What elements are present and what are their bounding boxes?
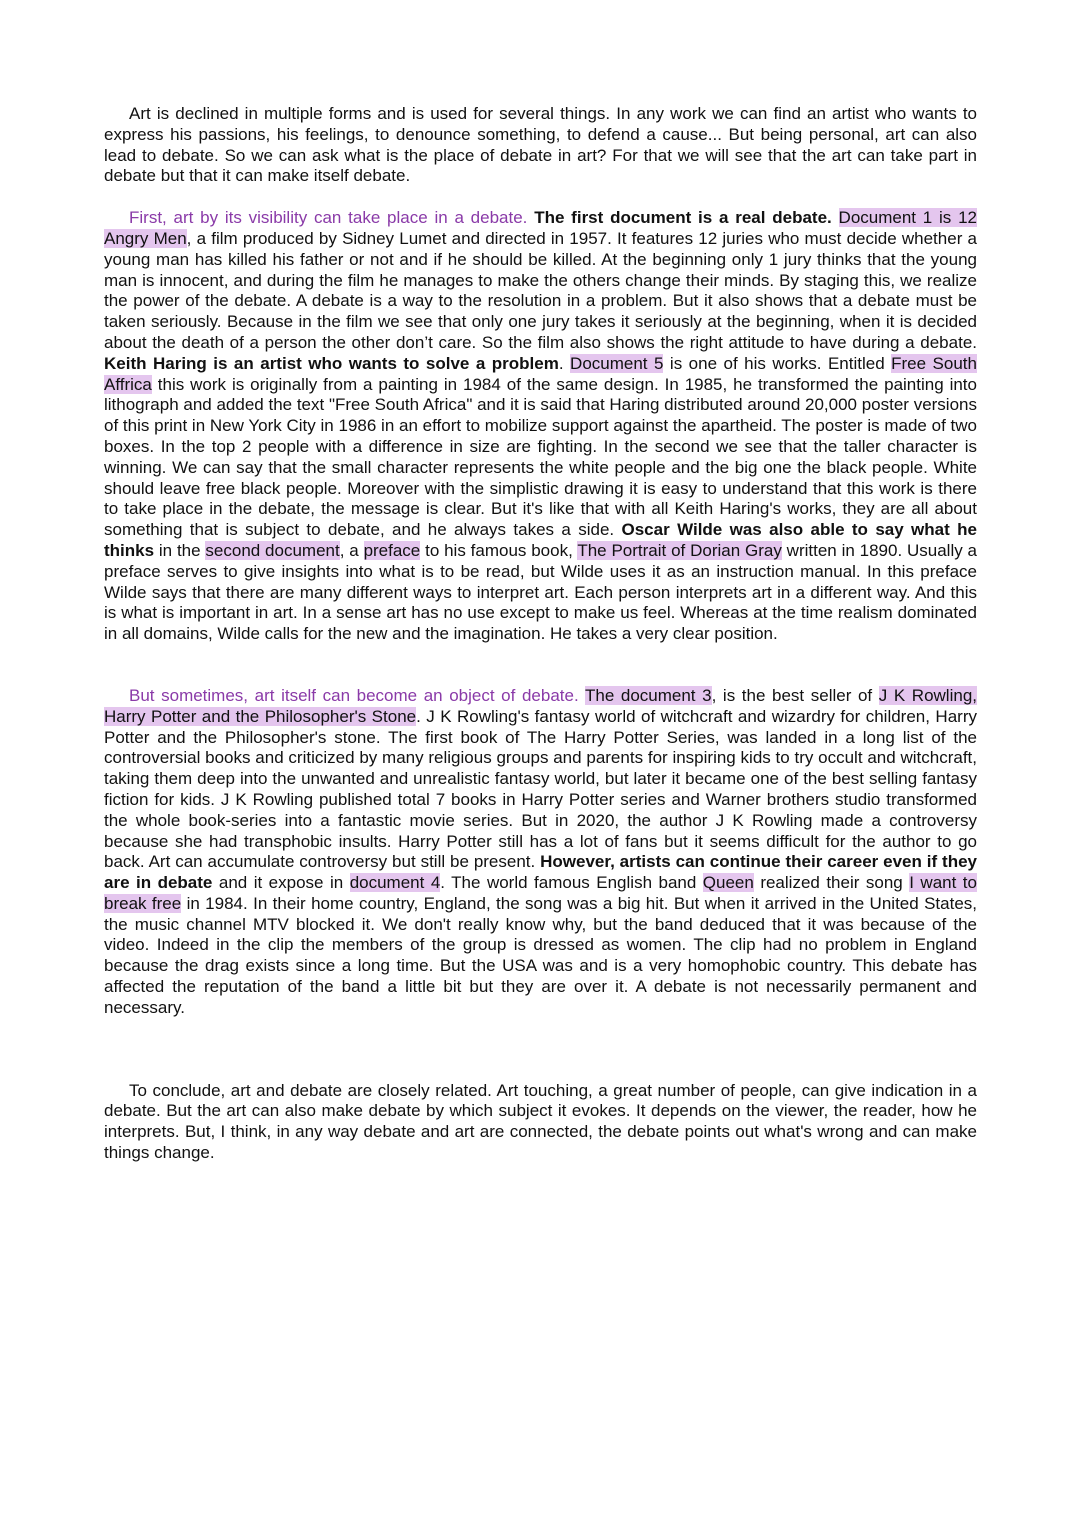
highlighted-reference: Free South Affrica <box>104 353 977 394</box>
text-run: , is the best seller of <box>711 685 879 705</box>
text-run: . J K Rowling's fantasy world of witchcraft and wizardry for children, Harry Potter and the Philosopher's stone. The first book of The Harry Potter Series, was landed in a long list of the controversial books and criticized by many religious groups and parents for inspiring kids to try occult and witchcraft, taking them deep into the unwanted and unrealistic fantasy world, but later it became one of the best selling fantasy fiction for kids. J K Rowling published total 7 books in Harry Potter series and Warner brothers studio transformed the whole book-series into a fantastic movie series. But in 2020, the author J K Rowling made a controversy because she had transphobic insults. Harry Potter still has a lot of fans but it seems difficult for the author to go back. Art can accumulate controversy but still be present. <box>104 706 977 872</box>
text-run: , a film produced by Sidney Lumet and directed in 1957. It features 12 juries who must decide whether a young man has killed his father or not and if he should be killed. At the beginning only 1 jury thinks that the young man is innocent, and during the film he manages to make the others change their minds. By staging this, we realize the power of the debate. A debate is a way to the resolution in a problem. But it also shows that a debate must be taken seriously. Because in the film we see that only one jury takes it seriously at the beginning, when it is decided about the death of a person the other don’t care. So the film also shows the right attitude to have during a debate. <box>104 228 977 352</box>
intro-paragraph <box>104 104 977 187</box>
text-run: this work is originally from a painting in 1984 of the same design. In 1985, he transformed the painting into lithograph and added the text "Free South Africa" and it is said that Haring distributed around 20,000 poster versions of this print in New York City in 1986 in an effort to mobilize support against the apartheid. The poster is made of two boxes. In the top 2 people with a difference in size are fighting. In the second we see that the taller character is winning. We can say that the small character represents the white people and the big one the black people. White should leave free black people. Moreover with the simplistic drawing it is easy to understand that this work is there to take place in the debate, the message is clear. But it's like that with all Keith Haring's works, they are all about something that is subject to debate, and he always takes a side. <box>104 374 977 540</box>
text-run: written in 1890. Usually a preface serves to give insights into what is to be read, but Wilde uses it as an instruction manual. In this preface Wilde says that there are many different ways to interpret art. Each person interprets art in a different way. And this is what is important in art. In a sense art has no use except to make us feel. Whereas at the time realism dominated in all domains, Wilde calls for the new and the imagination. He takes a very clear position. <box>104 540 978 644</box>
text-run: to his famous book, <box>420 540 578 560</box>
part-one-paragraph <box>104 208 977 645</box>
highlighted-reference: preface <box>363 540 421 560</box>
conclusion-paragraph <box>104 1081 977 1164</box>
essay-page <box>104 104 977 1164</box>
bold-phrase: Oscar Wilde was also able to say what he thinks <box>104 520 977 560</box>
text-run: . The world famous English band <box>440 873 703 893</box>
topic-sentence: But sometimes, art itself can become an object of debate. <box>129 685 579 705</box>
part-two-paragraph <box>104 686 977 1019</box>
highlighted-reference: I want to break free <box>104 873 977 913</box>
highlighted-reference: Document 1 is 12 Angry Men <box>104 208 977 248</box>
highlighted-reference: Queen <box>702 873 754 893</box>
text-run: . <box>558 353 571 373</box>
text-run: To conclude, art and debate are closely related. Art touching, a great number of people, can give indication in a debate. But the art can also make debate by which subject it evokes. It depends on the viewer, the reader, how he interprets. But, I think, in any way debate and art are connected, the debate points out what's wrong and can make things change. <box>104 1080 977 1163</box>
text-run <box>832 208 839 227</box>
highlighted-reference: The document 3 <box>584 685 712 705</box>
text-run: realized their song <box>753 873 910 893</box>
highlighted-reference: The Portrait of Dorian Gray <box>577 540 782 560</box>
text-run: and it expose in <box>212 873 350 893</box>
highlighted-reference: document 4 <box>349 873 441 893</box>
bold-phrase: The first document is a real debate. <box>534 208 832 228</box>
text-run: in 1984. In their home country, England, the song was a big hit. But when it arrived in the United States, the music channel MTV blocked it. We don't really know why, but the band deduced that it was because of the video. Indeed in the clip the members of the group is dressed as women. The clip had no problem in England because the drag exists since a long time. But the USA was and is a very homophobic country. This debate has affected the reputation of the band a little bit but they are over it. A debate is not necessarily permanent and necessary. <box>104 893 977 1017</box>
highlighted-reference: second document <box>205 540 340 560</box>
highlighted-reference: Document 5 <box>570 353 664 373</box>
text-run: , a <box>339 540 364 560</box>
bold-phrase: Keith Haring is an artist who wants to solve a problem <box>104 353 559 373</box>
highlighted-reference: J K Rowling, Harry Potter and the Philosopher's Stone <box>104 685 977 726</box>
text-run: is one of his works. Entitled <box>663 353 892 373</box>
bold-phrase: However, artists can continue their career even if they are in debate <box>104 852 978 893</box>
text-run: in the <box>154 540 206 560</box>
text-run: Art is declined in multiple forms and is used for several things. In any work we can find an artist who wants to express his passions, his feelings, to denounce something, to defend a cause... But being personal, art can also lead to debate. So we can ask what is the place of debate in art? For that we will see that the art can take part in debate but that it can make itself debate. <box>104 104 977 186</box>
topic-sentence: First, art by its visibility can take place in a debate. <box>129 208 528 228</box>
